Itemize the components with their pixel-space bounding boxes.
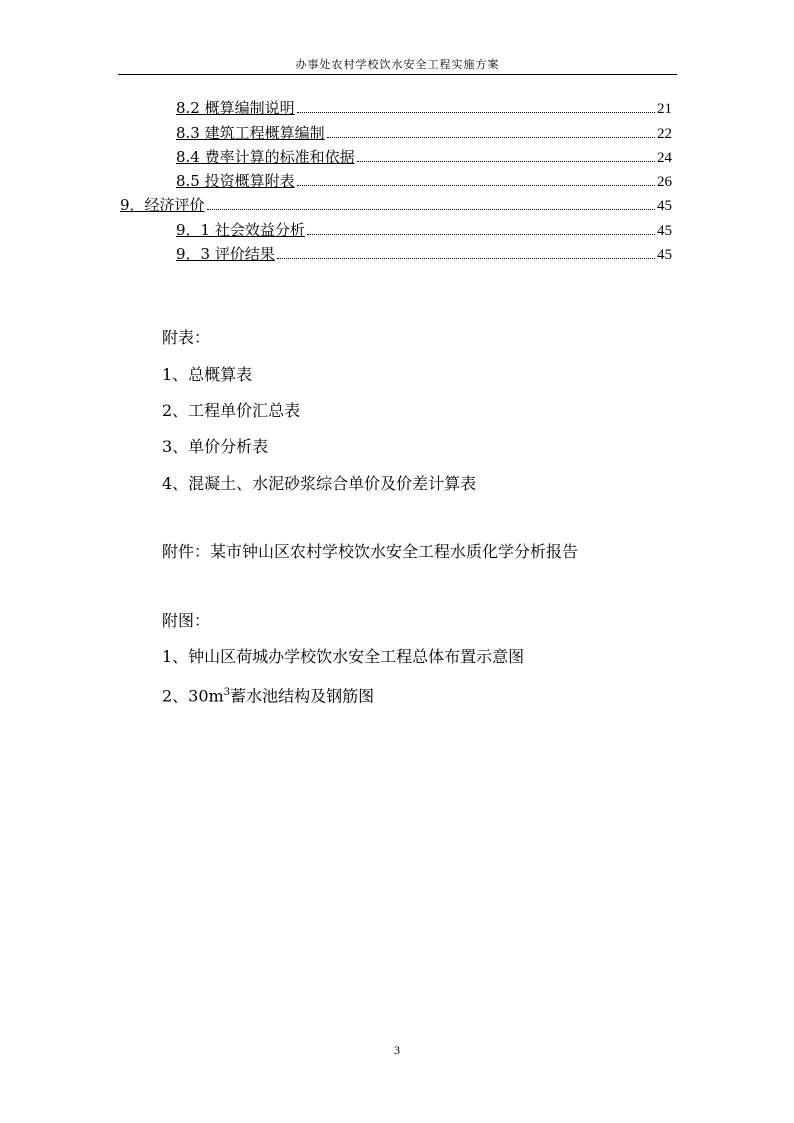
toc-entry-page: 26 <box>657 174 672 190</box>
toc-entry-title[interactable]: 8.5 投资概算附表 <box>176 172 295 190</box>
attached-table-item: 3、单价分析表 <box>162 437 269 456</box>
toc-leader <box>357 160 655 162</box>
attached-drawings-heading: 附图： <box>162 611 211 630</box>
toc-entry-page: 22 <box>657 126 672 142</box>
running-header: 办事处农村学校饮水安全工程实施方案 <box>118 58 677 75</box>
drawing-item-prefix: 2、30m <box>162 686 224 706</box>
toc-entry[interactable] <box>176 123 672 143</box>
attached-drawing-item <box>162 682 374 707</box>
toc-leader <box>277 257 655 259</box>
drawing-item-suffix: 蓄水池结构及钢筋图 <box>230 686 375 706</box>
toc-entry-title[interactable]: 8.2 概算编制说明 <box>176 99 295 117</box>
toc-entry-page: 21 <box>657 101 672 117</box>
toc-entry[interactable] <box>176 220 672 240</box>
attached-table-item: 4、混凝土、水泥砂浆综合单价及价差计算表 <box>162 474 477 493</box>
page-number: 3 <box>394 1043 400 1057</box>
toc-leader <box>327 136 655 138</box>
attached-table-item: 1、总概算表 <box>162 365 253 384</box>
attached-table-item: 2、工程单价汇总表 <box>162 401 301 420</box>
toc-entry-title[interactable]: 8.4 费率计算的标准和依据 <box>176 148 355 166</box>
toc-entry-page: 45 <box>657 247 672 263</box>
toc-entry[interactable] <box>176 171 672 191</box>
toc-entry-page: 24 <box>657 150 672 166</box>
drawing-item-superscript: 3 <box>223 687 231 698</box>
toc-entry[interactable] <box>176 98 672 118</box>
toc-leader <box>297 111 655 113</box>
attached-drawing-item: 1、钟山区荷城办学校饮水安全工程总体布置示意图 <box>162 647 525 666</box>
attached-tables-heading: 附表： <box>162 328 211 347</box>
toc-entry-title[interactable]: 9．3 评价结果 <box>176 245 275 263</box>
toc-entry-title[interactable]: 9．经济评价 <box>120 196 205 214</box>
toc-leader <box>297 184 655 186</box>
toc-entry[interactable] <box>176 147 672 167</box>
toc-leader <box>207 208 655 210</box>
toc-leader <box>307 233 655 235</box>
attachment-line: 附件：某市钟山区农村学校饮水安全工程水质化学分析报告 <box>162 542 579 561</box>
toc-entry-page: 45 <box>657 198 672 214</box>
toc-entry-title[interactable]: 9．1 社会效益分析 <box>176 221 305 239</box>
toc-entry[interactable] <box>176 244 672 264</box>
toc-entry[interactable] <box>120 195 672 215</box>
toc-entry-page: 45 <box>657 223 672 239</box>
toc-entry-title[interactable]: 8.3 建筑工程概算编制 <box>176 124 325 142</box>
